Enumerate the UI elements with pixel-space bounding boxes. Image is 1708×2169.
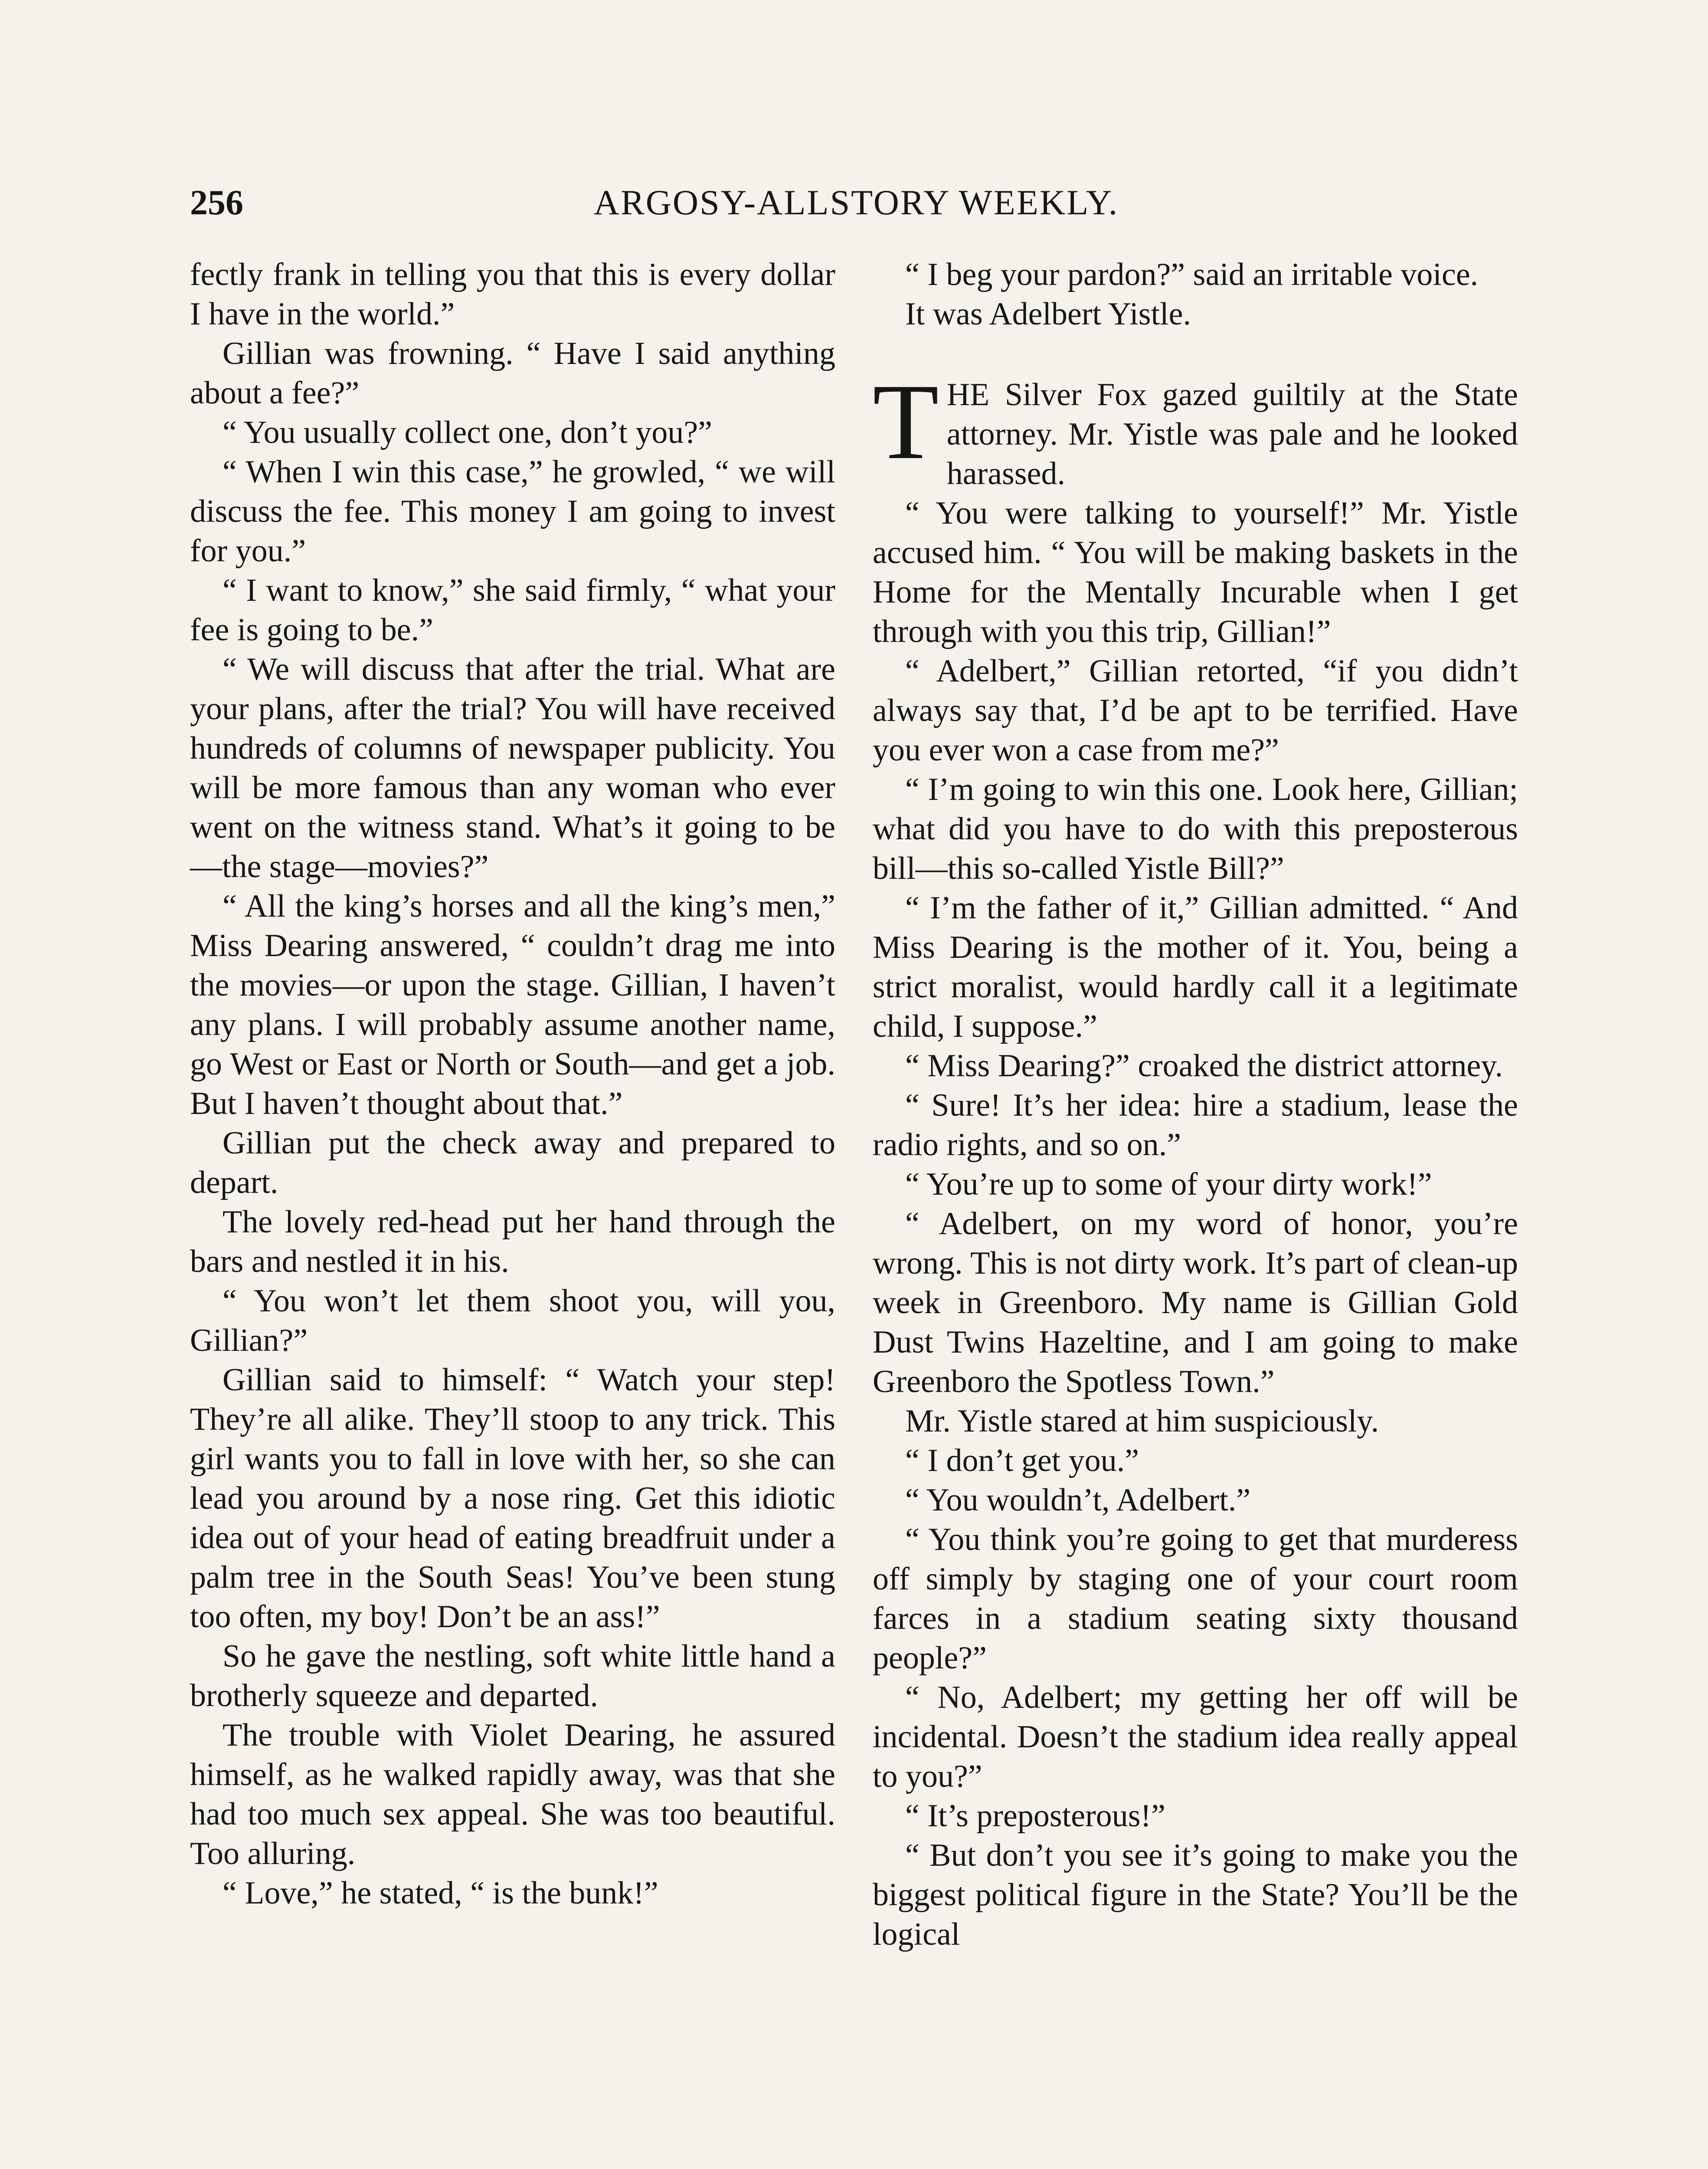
- paragraph: Gillian was frowning. “ Have I said anything about a fee?”: [190, 336, 835, 411]
- paragraph: “ You won’t let them shoot you, will you, Gillian?”: [190, 1283, 835, 1358]
- paragraph: “ You wouldn’t, Adelbert.”: [905, 1482, 1251, 1518]
- paragraph: “ Sure! It’s her idea: hire a stadium, lease the radio rights, and so on.”: [873, 1088, 1518, 1163]
- paragraph: “ Miss Dearing?” croaked the district attorney.: [905, 1048, 1503, 1084]
- paragraph: “ Adelbert,” Gillian retorted, “if you didn’t always say that, I’d be apt to be terrified. Have you ever won a case from me?”: [873, 653, 1518, 768]
- paragraph: Gillian put the check away and prepared to depart.: [190, 1125, 835, 1200]
- running-title: ARGOSY-ALLSTORY WEEKLY.: [593, 183, 1119, 222]
- paragraph: “ All the king’s horses and all the king’s men,” Miss Dearing answered, “ couldn’t drag me into the movies—or upon the stage. Gillian, I haven’t any plans. I will probably assume another name, go West or East or North or South—and get a job. But I haven’t thought about that.”: [190, 888, 835, 1121]
- drop-cap: T: [873, 362, 939, 482]
- paragraph: “ It’s preposterous!”: [905, 1798, 1166, 1834]
- paragraph: The trouble with Violet Dearing, he assured himself, as he walked rapidly away, was that she had too much sex appeal. She was too beautiful. Too alluring.: [190, 1717, 835, 1871]
- paragraph: fectly frank in telling you that this is every dollar I have in the world.”: [190, 257, 835, 332]
- paragraph: “ I’m going to win this one. Look here, Gillian; what did you have to do with this preposterous bill—this so-called Yistle Bill?”: [873, 772, 1518, 886]
- section-opening-paragraph: [873, 362, 1518, 494]
- paragraph: “ I beg your pardon?” said an irritable voice.: [905, 257, 1479, 292]
- paragraph: “ No, Adelbert; my getting her off will be incidental. Doesn’t the stadium idea really appeal to you?”: [873, 1680, 1518, 1794]
- paragraph: “ I want to know,” she said firmly, “ what your fee is going to be.”: [190, 573, 835, 648]
- paragraph: So he gave the nestling, soft white little hand a brotherly squeeze and departed.: [190, 1638, 835, 1714]
- paragraph: Gillian said to himself: “ Watch your step! They’re all alike. They’ll stoop to any trick. This girl wants you to fall in love with her, so she can lead you around by a nose ring. Get this idiotic idea out of your head of eating breadfruit under a palm tree in the South Seas! You’ve been stung too often, my boy! Don’t be an ass!”: [190, 1362, 835, 1635]
- left-column: [190, 255, 835, 1913]
- paragraph: “ We will discuss that after the trial. What are your plans, after the trial? You will have received hundreds of columns of newspaper publicity. You will be more famous than any woman who ever went on the witness stand. What’s it going to be—the stage—movies?”: [190, 652, 835, 885]
- paragraph: “ Adelbert, on my word of honor, you’re wrong. This is not dirty work. It’s part of clean-up week in Greenboro. My name is Gillian Gold Dust Twins Hazeltine, and I am going to make Greenboro the Spotless Town.”: [873, 1206, 1518, 1399]
- paragraph: “ You’re up to some of your dirty work!”: [905, 1166, 1432, 1202]
- paragraph: Mr. Yistle stared at him suspiciously.: [905, 1403, 1379, 1439]
- paragraph: “ I don’t get you.”: [905, 1443, 1139, 1478]
- paragraph: “ But don’t you see it’s going to make you the biggest political figure in the State? You’ll be the logical: [873, 1838, 1518, 1952]
- paragraph: “ You were talking to yourself!” Mr. Yistle accused him. “ You will be making baskets in the Home for the Mentally Incurable when I get through with you this trip, Gillian!”: [873, 495, 1518, 649]
- paragraph: “ You think you’re going to get that murderess off simply by staging one of your court room farces in a stadium seating sixty thousand people?”: [873, 1522, 1518, 1676]
- paragraph: “ You usually collect one, don’t you?”: [222, 415, 713, 450]
- paragraph: “ When I win this case,” he growled, “ we will discuss the fee. This money I am going to invest for you.”: [190, 454, 835, 569]
- section-opening-text: HE Silver Fox gazed guiltily at the State attorney. Mr. Yistle was pale and he looked harassed.: [946, 377, 1518, 491]
- right-column: [873, 255, 1518, 1954]
- page-number: 256: [190, 183, 243, 222]
- paragraph: “ I’m the father of it,” Gillian admitted. “ And Miss Dearing is the mother of it. You, being a strict moralist, would hardly call it a legitimate child, I suppose.”: [873, 890, 1518, 1044]
- paragraph: “ Love,” he stated, “ is the bunk!”: [222, 1875, 658, 1911]
- paragraph: The lovely red-head put her hand through the bars and nestled it in his.: [190, 1204, 835, 1279]
- paragraph: It was Adelbert Yistle.: [905, 296, 1191, 332]
- page-header: [190, 179, 1522, 226]
